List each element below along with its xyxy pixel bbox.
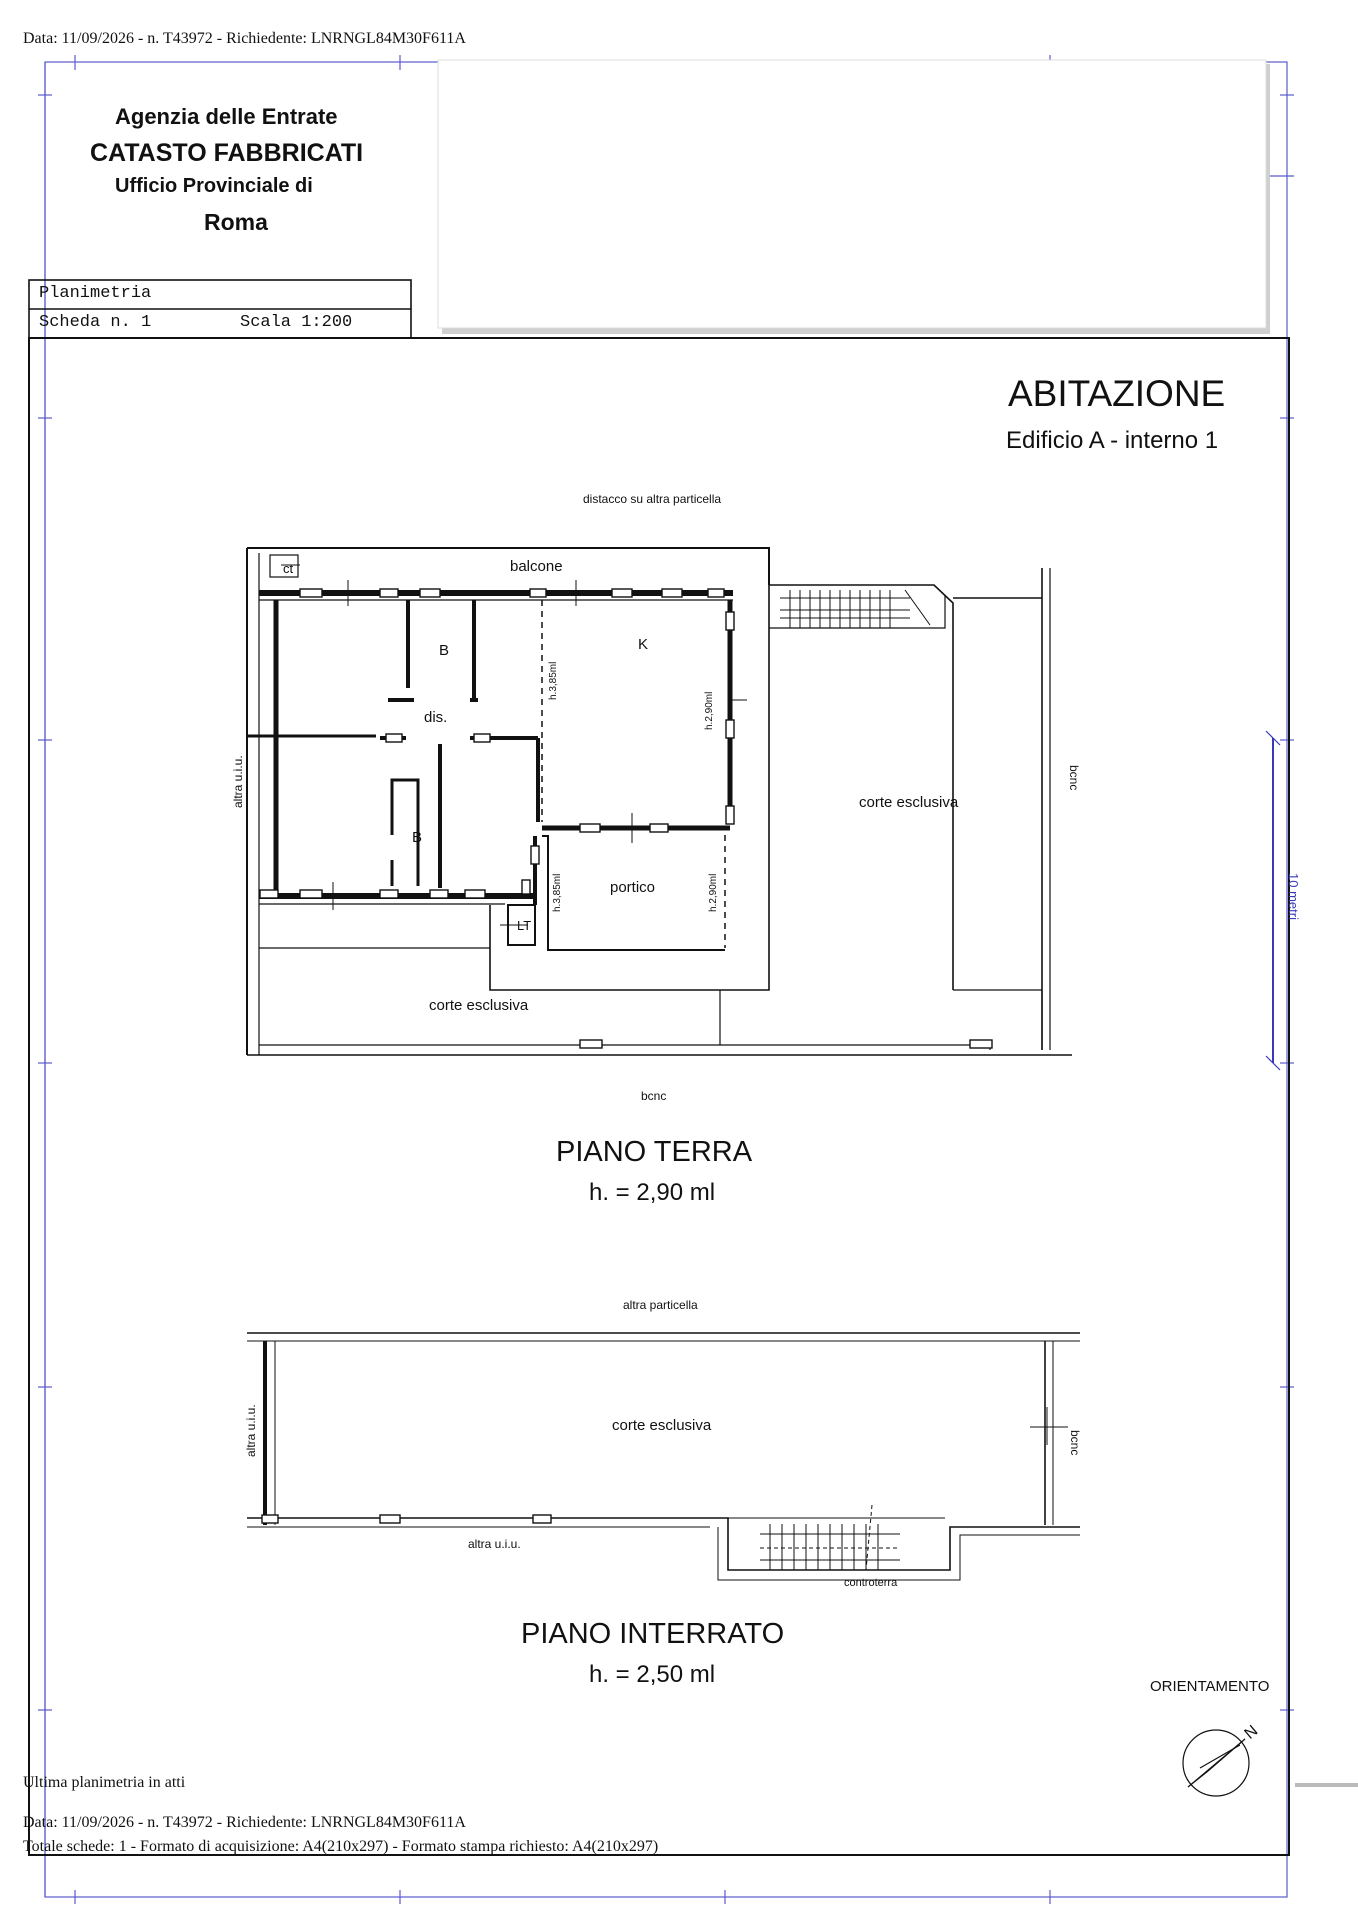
basement-altra-uiu-bottom: altra u.i.u. <box>468 1537 521 1551</box>
compass-icon <box>1183 1730 1249 1796</box>
ground-floor-title: PIANO TERRA <box>556 1136 753 1168</box>
ground-floor-height: h. = 2,90 ml <box>589 1179 716 1206</box>
bathroom-2-label: B <box>412 829 423 846</box>
scale-bar-label: 10 metri <box>1286 873 1301 920</box>
basement-plan <box>247 1333 1080 1580</box>
scale-bar <box>1266 731 1280 1070</box>
basement-top-note: altra particella <box>623 1298 698 1312</box>
basement-altra-uiu-left: altra u.i.u. <box>244 1404 258 1457</box>
height-label-2: h.2,90ml <box>704 691 715 730</box>
plan-title: ABITAZIONE <box>1008 373 1226 414</box>
orientation-label: ORIENTAMENTO <box>1150 1678 1270 1695</box>
portico-label: portico <box>610 879 656 896</box>
height-label-3: h.3,85ml <box>552 873 563 912</box>
height-label-1: h.3,85ml <box>548 661 559 700</box>
plan-subtitle: Edificio A - interno 1 <box>1006 427 1219 454</box>
basement-height: h. = 2,50 ml <box>589 1661 716 1688</box>
corte-label-1: corte esclusiva <box>859 794 959 811</box>
sheet-number: Scheda n. 1 <box>39 313 152 332</box>
top-note: distacco su altra particella <box>583 492 722 506</box>
agency-name: Agenzia delle Entrate <box>115 104 338 129</box>
bathroom-1-label: B <box>439 642 450 659</box>
basement-title: PIANO INTERRATO <box>521 1618 785 1650</box>
last-plan-note: Ultima planimetria in atti <box>23 1774 186 1791</box>
bcnc-right-label: bcnc <box>1067 765 1081 791</box>
dis-label: dis. <box>424 709 448 726</box>
ct-label: ct <box>283 561 294 576</box>
basement-corte-label: corte esclusiva <box>612 1417 712 1434</box>
altra-uiu-label: altra u.i.u. <box>231 755 245 808</box>
balcone-label: balcone <box>510 558 563 575</box>
office-city: Roma <box>204 209 268 235</box>
footer-data-line: Data: 11/09/2026 - n. T43972 - Richiedente: LNRNGL84M30F611A <box>23 1814 466 1831</box>
height-label-4: h.2,90ml <box>708 873 719 912</box>
department-name: CATASTO FABBRICATI <box>90 139 364 167</box>
controterra-label: controterra <box>844 1577 898 1589</box>
sheet-scale: Scala 1:200 <box>240 313 353 332</box>
header-line: Data: 11/09/2026 - n. T43972 - Richiedente: LNRNGL84M30F611A <box>23 30 466 47</box>
redaction-box <box>438 60 1270 334</box>
north-label: N <box>1241 1722 1262 1743</box>
basement-bcnc-label: bcnc <box>1068 1430 1082 1456</box>
bcnc-bottom-label: bcnc <box>641 1089 667 1103</box>
lt-label: LT <box>517 918 532 933</box>
sheet-label: Planimetria <box>39 284 152 303</box>
office-label: Ufficio Provinciale di <box>115 175 313 197</box>
corte-label-2: corte esclusiva <box>429 997 529 1014</box>
footer-totals-line: Totale schede: 1 - Formato di acquisizione: A4(210x297) - Formato stampa richiesto: A4(210x297) <box>23 1838 659 1855</box>
kitchen-label: K <box>638 636 649 653</box>
